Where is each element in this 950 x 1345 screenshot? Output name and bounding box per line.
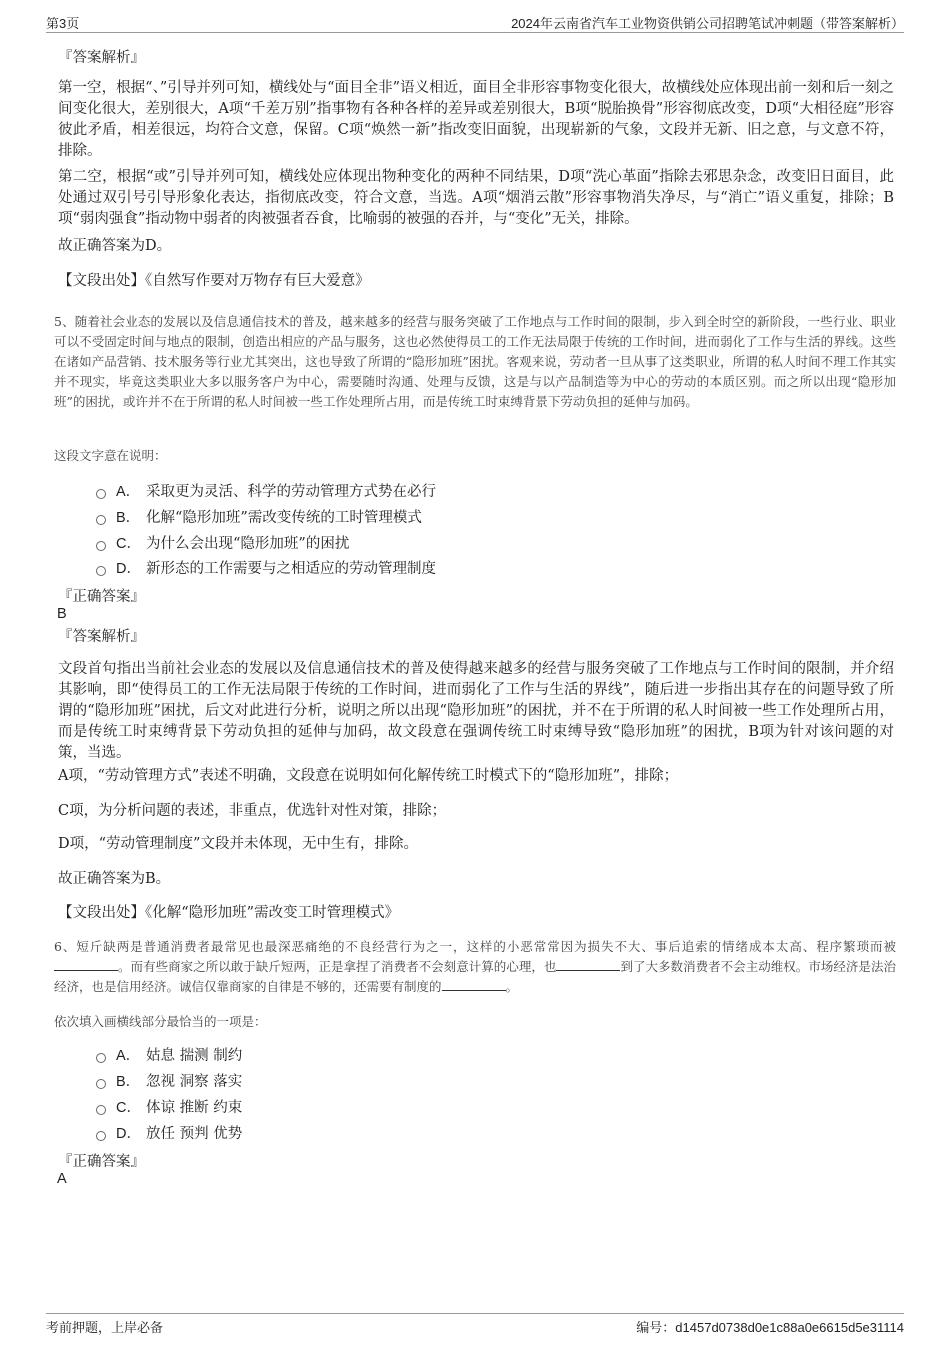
q5-answer: B (57, 606, 67, 622)
q6-blank-3 (442, 978, 506, 991)
q6-option-c[interactable] (96, 1098, 242, 1118)
q5-analysis-label: 『答案解析』 (58, 629, 145, 645)
q6-answer-label: 『正确答案』 (58, 1154, 145, 1170)
q6-option-b[interactable] (96, 1072, 242, 1092)
footer-slogan: 考前押题，上岸必备 (46, 1320, 164, 1335)
q5-stem: 5、随着社会业态的发展以及信息通信技术的普及，越来越多的经营与服务突破了工作地点与工作时间的限制，步入到全时空的新阶段，一些行业、职业可以不受固定时间与地点的限制，创造出相应的产品与服务，这也必然使得员工的工作无法局限于传统的工作时间，进而弱化了工作与生活的界线。这些在诸如产品营销、技术服务等行业尤其突出，这也导致了所谓的“隐形加班”困扰。客观来说，劳动者一旦从事了这类职业，所谓的私人时间不理工作其实并不现实，毕竟这类职业大多以服务客户为中心，需要随时沟通、处理与反馈，这是与以产品制造等为中心的劳动的本质区别。而之所以出现“隐形加班”的困扰，或许并不在于所谓的私人时间被一些工作处理所占用，而是传统工时束缚背景下劳动负担的延伸与加码。 (54, 314, 896, 409)
q6-prompt: 依次填入画横线部分最恰当的一项是： (54, 1014, 267, 1029)
option-text: 采取更为灵活、科学的劳动管理方式势在必行 (146, 484, 436, 500)
radio-icon[interactable] (96, 1131, 106, 1141)
q6-blank-2 (556, 958, 620, 971)
page-number: 第3页 (46, 16, 80, 31)
q6-answer: A (57, 1171, 67, 1187)
q5-line-d: D项，“劳动管理制度”文段并未体现，无中生有，排除。 (58, 836, 418, 852)
q4-analysis-para2: 第二空，根据“或”引导并列可知，横线处应体现出物种变化的两种不同结果，D项“洗心革面”指除去邪思杂念，改变旧日面目，此处通过双引号引导形象化表达，指彻底改变，符合文意，当选。A项“烟消云散”形容事物消失净尽，与“消亡”语义重复，排除；B项“弱肉强食”指动物中弱者的肉被强者吞食，比喻弱的被强的吞并，与“变化”无关，排除。 (58, 169, 894, 227)
q5-prompt: 这段文字意在说明： (54, 448, 167, 463)
option-key: C． (116, 1100, 141, 1116)
option-text: 姑息 揣测 制约 (146, 1048, 243, 1064)
radio-icon[interactable] (96, 1079, 106, 1089)
q6-stem (54, 937, 896, 997)
option-key: B． (116, 510, 141, 526)
q6-option-d[interactable] (96, 1124, 242, 1144)
option-key: D． (116, 1126, 141, 1142)
option-key: D． (116, 561, 141, 577)
option-key: C． (116, 536, 141, 552)
option-text: 为什么会出现“隐形加班”的困扰 (146, 536, 350, 552)
q4-conclusion: 故正确答案为D。 (58, 238, 172, 254)
q4-analysis-label: 『答案解析』 (58, 50, 145, 66)
page-header (46, 12, 904, 33)
option-key: B． (116, 1074, 141, 1090)
option-text: 化解“隐形加班”需改变传统的工时管理模式 (146, 510, 422, 526)
radio-icon[interactable] (96, 1105, 106, 1115)
document-title: 2024年云南省汽车工业物资供销公司招聘笔试冲刺题（带答案解析） (511, 16, 904, 31)
q5-option-a[interactable] (96, 482, 436, 502)
option-text: 忽视 洞察 落实 (146, 1074, 243, 1090)
q5-option-d[interactable] (96, 559, 436, 579)
q5-option-b[interactable] (96, 508, 422, 528)
radio-icon[interactable] (96, 541, 106, 551)
q5-analysis-para1: 文段首句指出当前社会业态的发展以及信息通信技术的普及使得越来越多的经营与服务突破了工作地点与工作时间的限制，并介绍其影响，即“使得员工的工作无法局限于传统的工作时间，进而弱化了工作与生活的界线”，随后进一步指出其存在的问题导致了所谓的“隐形加班”困扰，后文对此进行分析，说明之所以出现“隐形加班”的困扰，并不在于所谓的私人时间被一些工作处理所占用，而是传统工时束缚背景下劳动负担的延伸与加码，故文段意在强调传统工时束缚导致“隐形加班”的困扰，B项为针对该问题的对策，当选。 (58, 661, 894, 761)
q5-line-a: A项，“劳动管理方式”表述不明确，文段意在说明如何化解传统工时模式下的“隐形加班”，排除； (58, 768, 679, 784)
radio-icon[interactable] (96, 515, 106, 525)
option-key: A． (116, 1048, 141, 1064)
q5-answer-label: 『正确答案』 (58, 589, 145, 605)
q6-option-a[interactable] (96, 1046, 242, 1066)
option-key: A． (116, 484, 141, 500)
q6-stem-part4: 。 (505, 979, 519, 994)
page-footer (46, 1313, 904, 1336)
q6-stem-part3: 到了大多数消费者不会主动维权。市场经济是法治经济，也是信用经济。诚信仅靠商家的自律是不够的，还需要有制度的 (54, 959, 896, 994)
radio-icon[interactable] (96, 1053, 106, 1063)
radio-icon[interactable] (96, 566, 106, 576)
q5-conclusion: 故正确答案为B。 (58, 871, 171, 887)
q5-option-c[interactable] (96, 534, 349, 554)
radio-icon[interactable] (96, 489, 106, 499)
q6-stem-part1: 6、短斤缺两是普通消费者最常见也最深恶痛绝的不良经营行为之一，这样的小恶常常因为损失不大、事后追索的情绪成本太高、程序繁琐而被 (54, 939, 896, 954)
q5-line-c: C项，为分析问题的表述，非重点，优选针对性对策，排除； (58, 803, 447, 819)
q5-source: 【文段出处】《化解“隐形加班”需改变工时管理模式》 (58, 905, 400, 921)
option-text: 体谅 推断 约束 (146, 1100, 243, 1116)
option-text: 新形态的工作需要与之相适应的劳动管理制度 (146, 561, 436, 577)
q6-blank-1 (54, 958, 118, 971)
q4-source: 【文段出处】《自然写作要对万物存有巨大爱意》 (58, 273, 370, 289)
option-text: 放任 预判 优势 (146, 1126, 243, 1142)
q4-analysis-para1: 第一空，根据“、”引导并列可知，横线处与“面目全非”语义相近，面目全非形容事物变化很大，故横线处应体现出前一刻和后一刻之间变化很大，差别很大，A项“千差万别”指事物有各种各样的差异或差别很大，B项“脱胎换骨”形容彻底改变，D项“大相径庭”形容彼此矛盾，相差很远，均符合文意，保留。C项“焕然一新”指改变旧面貌，出现崭新的气象，文段并无新、旧之意，与文意不符，排除。 (58, 80, 894, 159)
footer-serial: 编号：d1457d0738d0e1c88a0e6615d5e31114 (636, 1320, 904, 1335)
q6-stem-part2: 。而有些商家之所以敢于缺斤短两，正是拿捏了消费者不会刻意计算的心理，也 (118, 959, 557, 974)
